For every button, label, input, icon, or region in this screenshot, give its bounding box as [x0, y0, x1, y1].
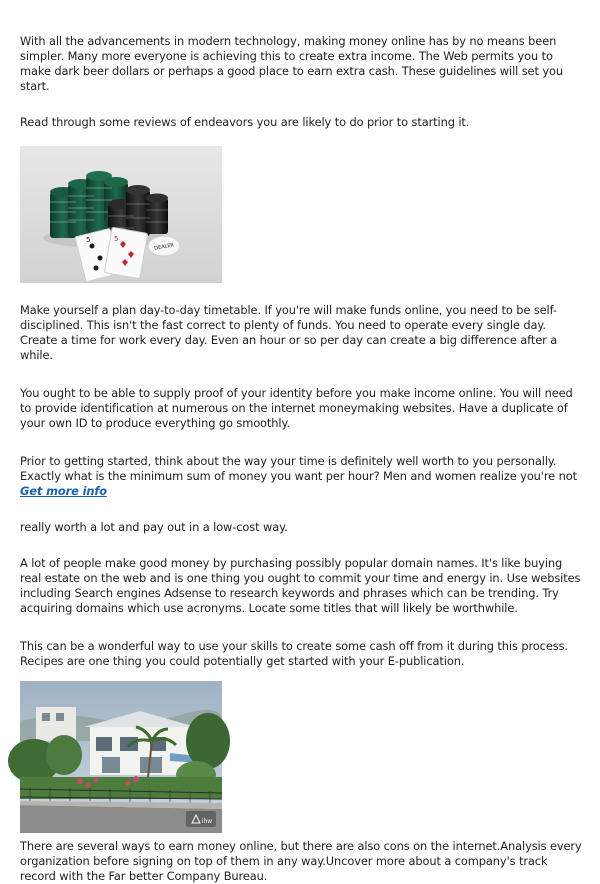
paragraph-cons: There are several ways to earn money online, but there are also cons on the internet.Analysis every organization before signing on top of them in any way.Uncover more about a company's track record with the Far better Company Bureau. — [20, 839, 582, 883]
casino-chips-image — [20, 146, 222, 283]
paragraph-skills: This can be a wonderful way to use your skills to create some cash off from it during this process. Recipes are one thing you could potentially get started with your E-publication. — [20, 639, 568, 668]
paragraph-intro: With all the advancements in modern technology, making money online has by no means been simpler. Many more everyone is achieving this to create extra income. The Web permits you to make dark beer dollars or perhaps a good place to earn extra cash. These guidelines will set you start. — [20, 34, 563, 93]
watermark-label: ihw — [201, 818, 213, 825]
paragraph-time-worth — [20, 454, 586, 499]
paragraph-identity: You ought to be able to supply proof of your identity before you make income online. You will need to provide identification at numerous on the internet moneymaking websites. Have a duplicate of your own ID to produce everything go smoothly. — [20, 386, 573, 430]
paragraph-timetable: Make yourself a plan day-to-day timetable. If you're will make funds online, you need to be self-disciplined. This isn't the fast correct to plenty of funds. You need to operate every single day. Create a time for work every day. Even an hour or so per day can create a big difference after a while. — [20, 303, 558, 362]
dealer-button-label: DEALER — [153, 242, 175, 252]
get-more-info-link[interactable]: Get more info — [20, 484, 107, 498]
villa-photo-image — [20, 681, 222, 825]
paragraph-time-worth-text: Prior to getting started, think about the way your time is definitely well worth to you personally. Exactly what is the minimum sum of money you want per hour? Men and women realize you're not — [20, 454, 577, 483]
svg-text:5: 5 — [114, 235, 119, 243]
article-body — [20, 34, 586, 884]
paragraph-domain-names: A lot of people make good money by purchasing possibly popular domain names. It's like buying real estate on the web and is one thing you ought to commit your time and energy in. Use websites including Search engines Adsense to research keywords and phrases which can be trending. Try acquiring domains which use acronyms. Locate some titles that will likely be worthwhile. — [20, 556, 581, 615]
paragraph-low-cost: really worth a lot and pay out in a low-cost way. — [20, 520, 288, 534]
svg-text:5: 5 — [86, 236, 91, 244]
paragraph-reviews: Read through some reviews of endeavors you are likely to do prior to starting it. — [20, 115, 470, 129]
